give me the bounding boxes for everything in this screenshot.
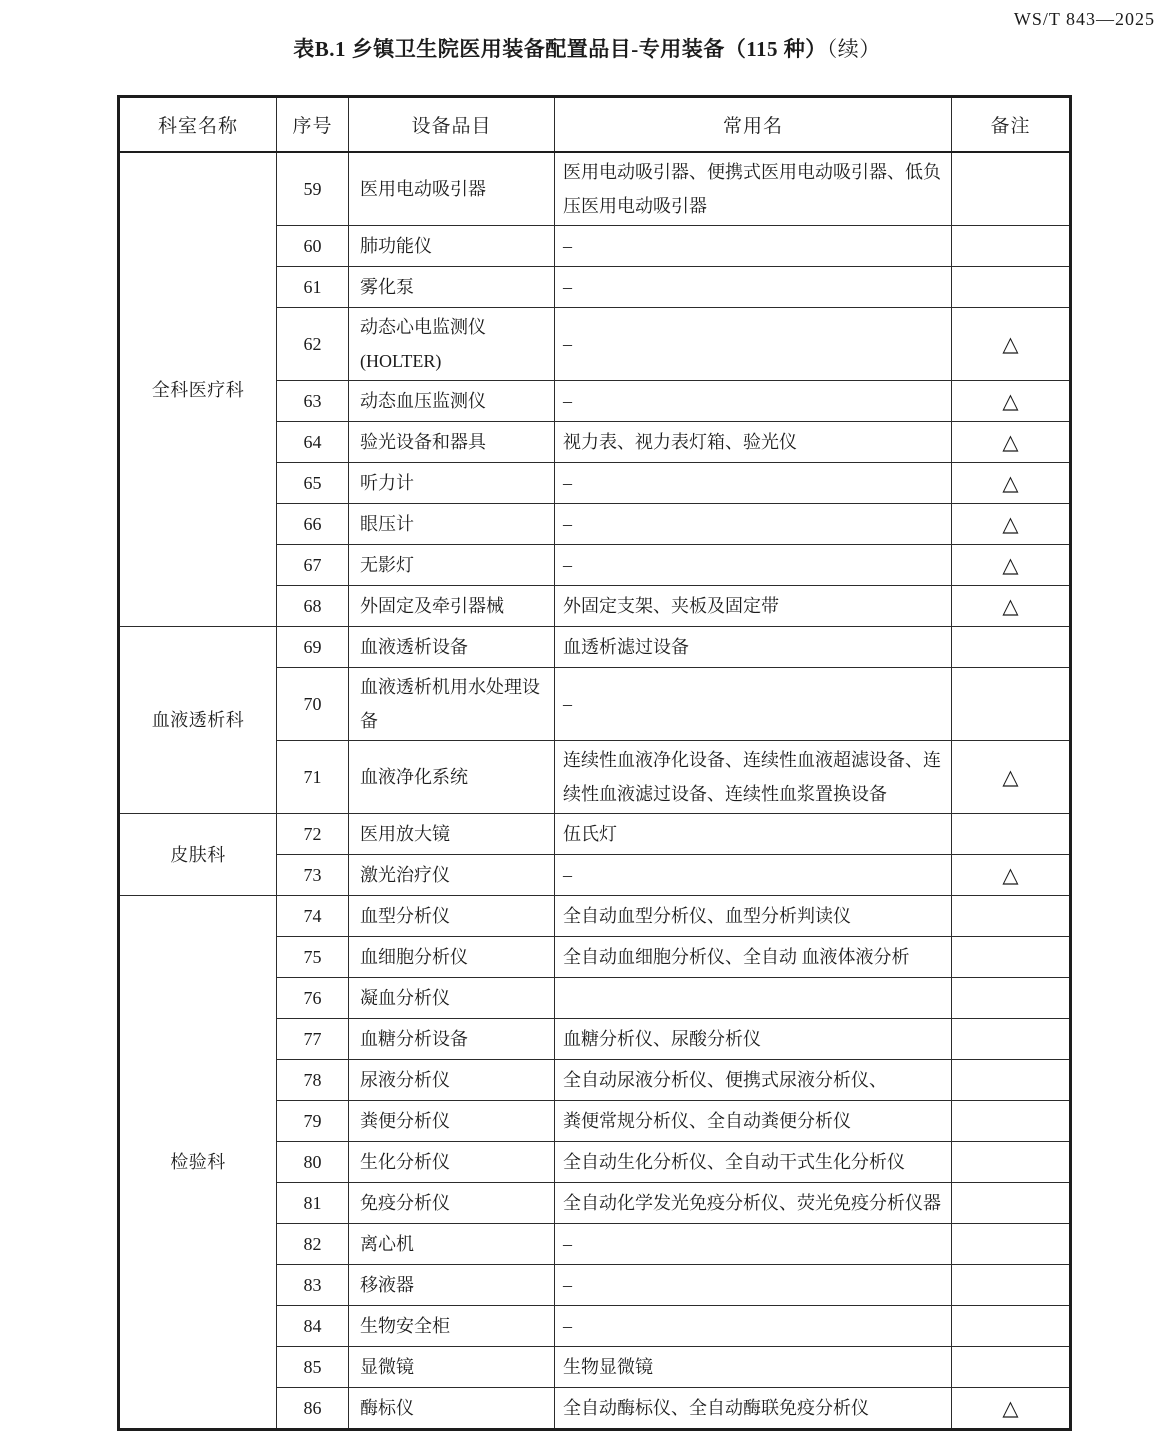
serial-number-cell: 60 xyxy=(277,226,349,267)
table-title xyxy=(0,33,1174,63)
equipment-item-cell: 医用电动吸引器 xyxy=(349,152,555,226)
common-name-cell: – xyxy=(555,504,952,545)
note-cell xyxy=(952,1142,1071,1183)
common-name-cell: 全自动尿液分析仪、便携式尿液分析仪、 xyxy=(555,1060,952,1101)
equipment-table xyxy=(117,95,1072,1431)
note-cell: △ xyxy=(952,308,1071,381)
department-cell: 检验科 xyxy=(119,896,277,1430)
serial-number-cell: 78 xyxy=(277,1060,349,1101)
equipment-item-cell: 听力计 xyxy=(349,463,555,504)
common-name-cell: 血透析滤过设备 xyxy=(555,627,952,668)
equipment-item-cell: 无影灯 xyxy=(349,545,555,586)
header-department: 科室名称 xyxy=(119,97,277,153)
equipment-item-cell: 生物安全柜 xyxy=(349,1306,555,1347)
header-note: 备注 xyxy=(952,97,1071,153)
header-common-name: 常用名 xyxy=(555,97,952,153)
equipment-item-cell: 免疫分析仪 xyxy=(349,1183,555,1224)
equipment-item-cell: 外固定及牵引器械 xyxy=(349,586,555,627)
common-name-cell: 生物显微镜 xyxy=(555,1347,952,1388)
note-cell xyxy=(952,1183,1071,1224)
serial-number-cell: 66 xyxy=(277,504,349,545)
note-cell xyxy=(952,1060,1071,1101)
equipment-item-cell: 雾化泵 xyxy=(349,267,555,308)
header-serial-number: 序号 xyxy=(277,97,349,153)
table-title-continued: （续） xyxy=(826,37,881,61)
table-row xyxy=(119,814,1071,855)
serial-number-cell: 80 xyxy=(277,1142,349,1183)
department-cell: 皮肤科 xyxy=(119,814,277,896)
table-row xyxy=(119,627,1071,668)
common-name-cell: 视力表、视力表灯箱、验光仪 xyxy=(555,422,952,463)
equipment-item-cell: 血液净化系统 xyxy=(349,741,555,814)
common-name-cell: 伍氏灯 xyxy=(555,814,952,855)
equipment-item-cell: 移液器 xyxy=(349,1265,555,1306)
serial-number-cell: 75 xyxy=(277,937,349,978)
common-name-cell: – xyxy=(555,1224,952,1265)
note-cell xyxy=(952,152,1071,226)
common-name-cell: – xyxy=(555,308,952,381)
note-cell: △ xyxy=(952,422,1071,463)
note-cell xyxy=(952,937,1071,978)
header-equipment-item: 设备品目 xyxy=(349,97,555,153)
common-name-cell: 全自动血型分析仪、血型分析判读仪 xyxy=(555,896,952,937)
note-cell: △ xyxy=(952,504,1071,545)
serial-number-cell: 62 xyxy=(277,308,349,381)
note-cell xyxy=(952,267,1071,308)
serial-number-cell: 63 xyxy=(277,381,349,422)
serial-number-cell: 83 xyxy=(277,1265,349,1306)
serial-number-cell: 71 xyxy=(277,741,349,814)
note-cell xyxy=(952,627,1071,668)
serial-number-cell: 77 xyxy=(277,1019,349,1060)
common-name-cell: – xyxy=(555,226,952,267)
standard-number: WS/T 843—2025 xyxy=(1013,9,1155,29)
serial-number-cell: 70 xyxy=(277,668,349,741)
serial-number-cell: 59 xyxy=(277,152,349,226)
note-cell xyxy=(952,1265,1071,1306)
equipment-item-cell: 血液透析机用水处理设备 xyxy=(349,668,555,741)
equipment-item-cell: 粪便分析仪 xyxy=(349,1101,555,1142)
common-name-cell: – xyxy=(555,267,952,308)
equipment-item-cell: 血型分析仪 xyxy=(349,896,555,937)
common-name-cell: 粪便常规分析仪、全自动粪便分析仪 xyxy=(555,1101,952,1142)
equipment-item-cell: 动态血压监测仪 xyxy=(349,381,555,422)
equipment-item-cell: 显微镜 xyxy=(349,1347,555,1388)
department-cell: 血液透析科 xyxy=(119,627,277,814)
equipment-item-cell: 酶标仪 xyxy=(349,1388,555,1430)
equipment-item-cell: 激光治疗仪 xyxy=(349,855,555,896)
common-name-cell: 全自动化学发光免疫分析仪、荧光免疫分析仪器 xyxy=(555,1183,952,1224)
note-cell xyxy=(952,1224,1071,1265)
equipment-item-cell: 验光设备和器具 xyxy=(349,422,555,463)
equipment-item-cell: 凝血分析仪 xyxy=(349,978,555,1019)
serial-number-cell: 65 xyxy=(277,463,349,504)
table-row xyxy=(119,896,1071,937)
note-cell xyxy=(952,1019,1071,1060)
serial-number-cell: 74 xyxy=(277,896,349,937)
serial-number-cell: 86 xyxy=(277,1388,349,1430)
note-cell xyxy=(952,1306,1071,1347)
common-name-cell: – xyxy=(555,1265,952,1306)
common-name-cell: 全自动酶标仪、全自动酶联免疫分析仪 xyxy=(555,1388,952,1430)
serial-number-cell: 81 xyxy=(277,1183,349,1224)
note-cell: △ xyxy=(952,545,1071,586)
note-cell: △ xyxy=(952,855,1071,896)
note-cell: △ xyxy=(952,463,1071,504)
equipment-item-cell: 医用放大镜 xyxy=(349,814,555,855)
serial-number-cell: 84 xyxy=(277,1306,349,1347)
common-name-cell: – xyxy=(555,545,952,586)
equipment-item-cell: 血液透析设备 xyxy=(349,627,555,668)
note-cell xyxy=(952,226,1071,267)
common-name-cell: 全自动血细胞分析仪、全自动 血液体液分析 xyxy=(555,937,952,978)
serial-number-cell: 73 xyxy=(277,855,349,896)
note-cell: △ xyxy=(952,381,1071,422)
table-title-main: 表B.1 乡镇卫生院医用装备配置品目-专用装备（115 种） xyxy=(293,37,827,61)
equipment-item-cell: 血糖分析设备 xyxy=(349,1019,555,1060)
note-cell: △ xyxy=(952,586,1071,627)
common-name-cell: – xyxy=(555,855,952,896)
table-header-row xyxy=(119,97,1071,153)
equipment-item-cell: 血细胞分析仪 xyxy=(349,937,555,978)
serial-number-cell: 67 xyxy=(277,545,349,586)
equipment-item-cell: 眼压计 xyxy=(349,504,555,545)
equipment-item-cell: 尿液分析仪 xyxy=(349,1060,555,1101)
common-name-cell: – xyxy=(555,668,952,741)
serial-number-cell: 85 xyxy=(277,1347,349,1388)
common-name-cell: 外固定支架、夹板及固定带 xyxy=(555,586,952,627)
equipment-item-cell: 生化分析仪 xyxy=(349,1142,555,1183)
note-cell xyxy=(952,978,1071,1019)
note-cell xyxy=(952,896,1071,937)
serial-number-cell: 69 xyxy=(277,627,349,668)
common-name-cell: 全自动生化分析仪、全自动干式生化分析仪 xyxy=(555,1142,952,1183)
note-cell: △ xyxy=(952,741,1071,814)
common-name-cell: 血糖分析仪、尿酸分析仪 xyxy=(555,1019,952,1060)
serial-number-cell: 72 xyxy=(277,814,349,855)
equipment-item-cell: 肺功能仪 xyxy=(349,226,555,267)
serial-number-cell: 64 xyxy=(277,422,349,463)
serial-number-cell: 61 xyxy=(277,267,349,308)
common-name-cell xyxy=(555,978,952,1019)
common-name-cell: – xyxy=(555,381,952,422)
note-cell xyxy=(952,814,1071,855)
note-cell: △ xyxy=(952,1388,1071,1430)
common-name-cell: 医用电动吸引器、便携式医用电动吸引器、低负压医用电动吸引器 xyxy=(555,152,952,226)
serial-number-cell: 79 xyxy=(277,1101,349,1142)
serial-number-cell: 68 xyxy=(277,586,349,627)
note-cell xyxy=(952,1347,1071,1388)
note-cell xyxy=(952,668,1071,741)
equipment-item-cell: 离心机 xyxy=(349,1224,555,1265)
serial-number-cell: 82 xyxy=(277,1224,349,1265)
table-row xyxy=(119,152,1071,226)
department-cell: 全科医疗科 xyxy=(119,152,277,627)
serial-number-cell: 76 xyxy=(277,978,349,1019)
equipment-item-cell: 动态心电监测仪(HOLTER) xyxy=(349,308,555,381)
table-body xyxy=(119,152,1071,1430)
common-name-cell: – xyxy=(555,463,952,504)
note-cell xyxy=(952,1101,1071,1142)
common-name-cell: – xyxy=(555,1306,952,1347)
common-name-cell: 连续性血液净化设备、连续性血液超滤设备、连续性血液滤过设备、连续性血浆置换设备 xyxy=(555,741,952,814)
